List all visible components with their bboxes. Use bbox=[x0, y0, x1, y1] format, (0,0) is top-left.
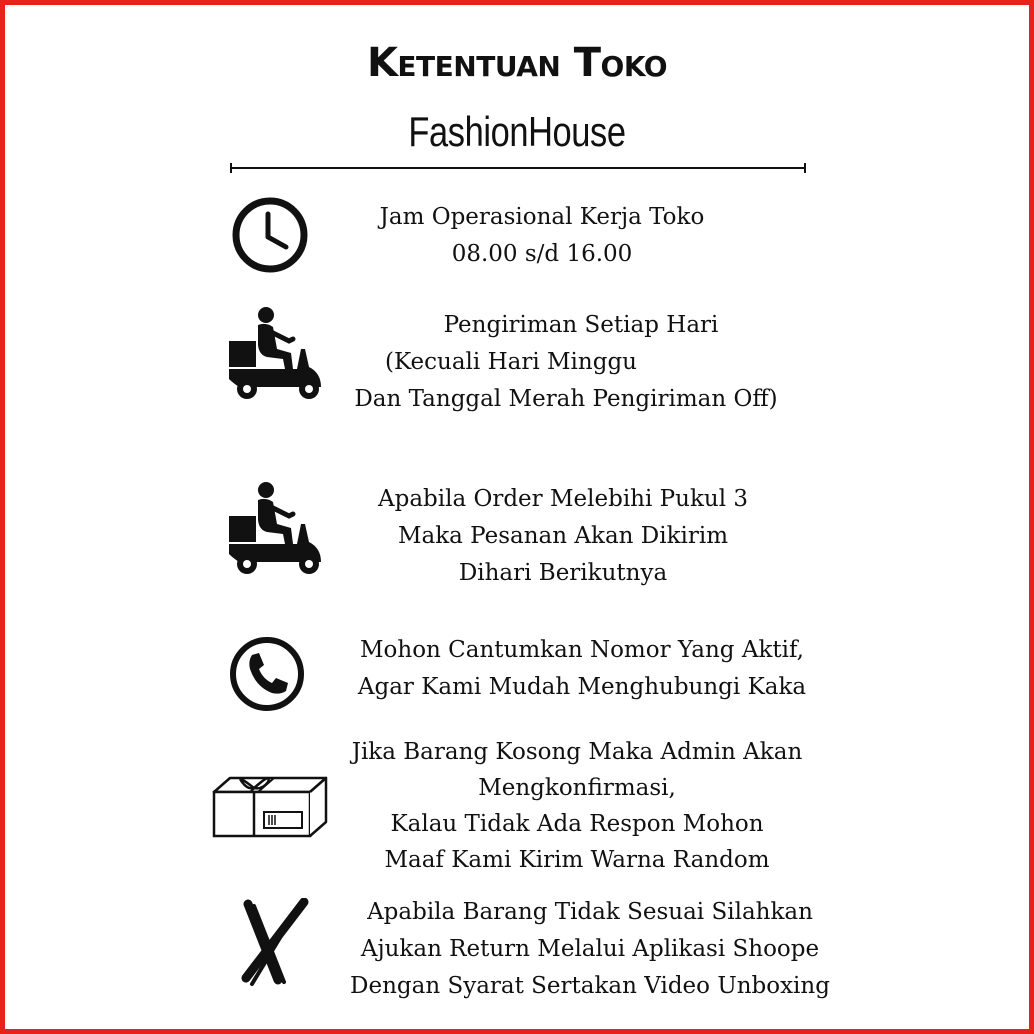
rule-line: Apabila Barang Tidak Sesuai Silahkan bbox=[367, 899, 813, 925]
rule-line: Apabila Order Melebihi Pukul 3 bbox=[377, 486, 749, 512]
rule-active-number bbox=[322, 632, 842, 706]
page-title: Ketentuan Toko bbox=[366, 40, 668, 86]
cross-icon bbox=[240, 898, 310, 988]
rule-line: Maaf Kami Kirim Warna Random bbox=[384, 847, 770, 873]
rule-line: 08.00 s/d 16.00 bbox=[451, 241, 633, 267]
rule-operating-hours bbox=[332, 199, 752, 273]
clock-icon bbox=[230, 195, 310, 275]
rule-late-order bbox=[318, 481, 808, 592]
store-name: FashionHouse bbox=[408, 108, 626, 155]
rule-line: Jam Operasional Kerja Toko bbox=[379, 204, 705, 230]
phone-icon bbox=[228, 635, 306, 713]
rule-line: Mengkonfirmasi, bbox=[478, 775, 676, 801]
rule-line: Dengan Syarat Sertakan Video Unboxing bbox=[350, 973, 830, 999]
rule-line: Pengiriman Setiap Hari bbox=[443, 312, 719, 338]
rule-line: Dihari Berikutnya bbox=[458, 560, 668, 586]
rule-return-policy bbox=[312, 894, 868, 1005]
rule-daily-shipping bbox=[296, 307, 836, 418]
rule-line: Kalau Tidak Ada Respon Mohon bbox=[390, 811, 764, 837]
delivery-scooter-icon bbox=[227, 480, 325, 578]
rule-line: (Kecuali Hari Minggu bbox=[385, 349, 637, 375]
rule-line: Dan Tanggal Merah Pengiriman Off) bbox=[354, 386, 778, 412]
rule-line: Maka Pesanan Akan Dikirim bbox=[397, 523, 729, 549]
rule-line: Jika Barang Kosong Maka Admin Akan bbox=[351, 739, 803, 765]
divider bbox=[230, 167, 806, 169]
rule-line: Mohon Cantumkan Nomor Yang Aktif, bbox=[360, 637, 804, 663]
package-icon bbox=[212, 770, 330, 840]
rule-out-of-stock bbox=[334, 734, 820, 878]
rule-line: Ajukan Return Melalui Aplikasi Shoope bbox=[360, 936, 820, 962]
rule-line: Agar Kami Mudah Menghubungi Kaka bbox=[357, 674, 807, 700]
